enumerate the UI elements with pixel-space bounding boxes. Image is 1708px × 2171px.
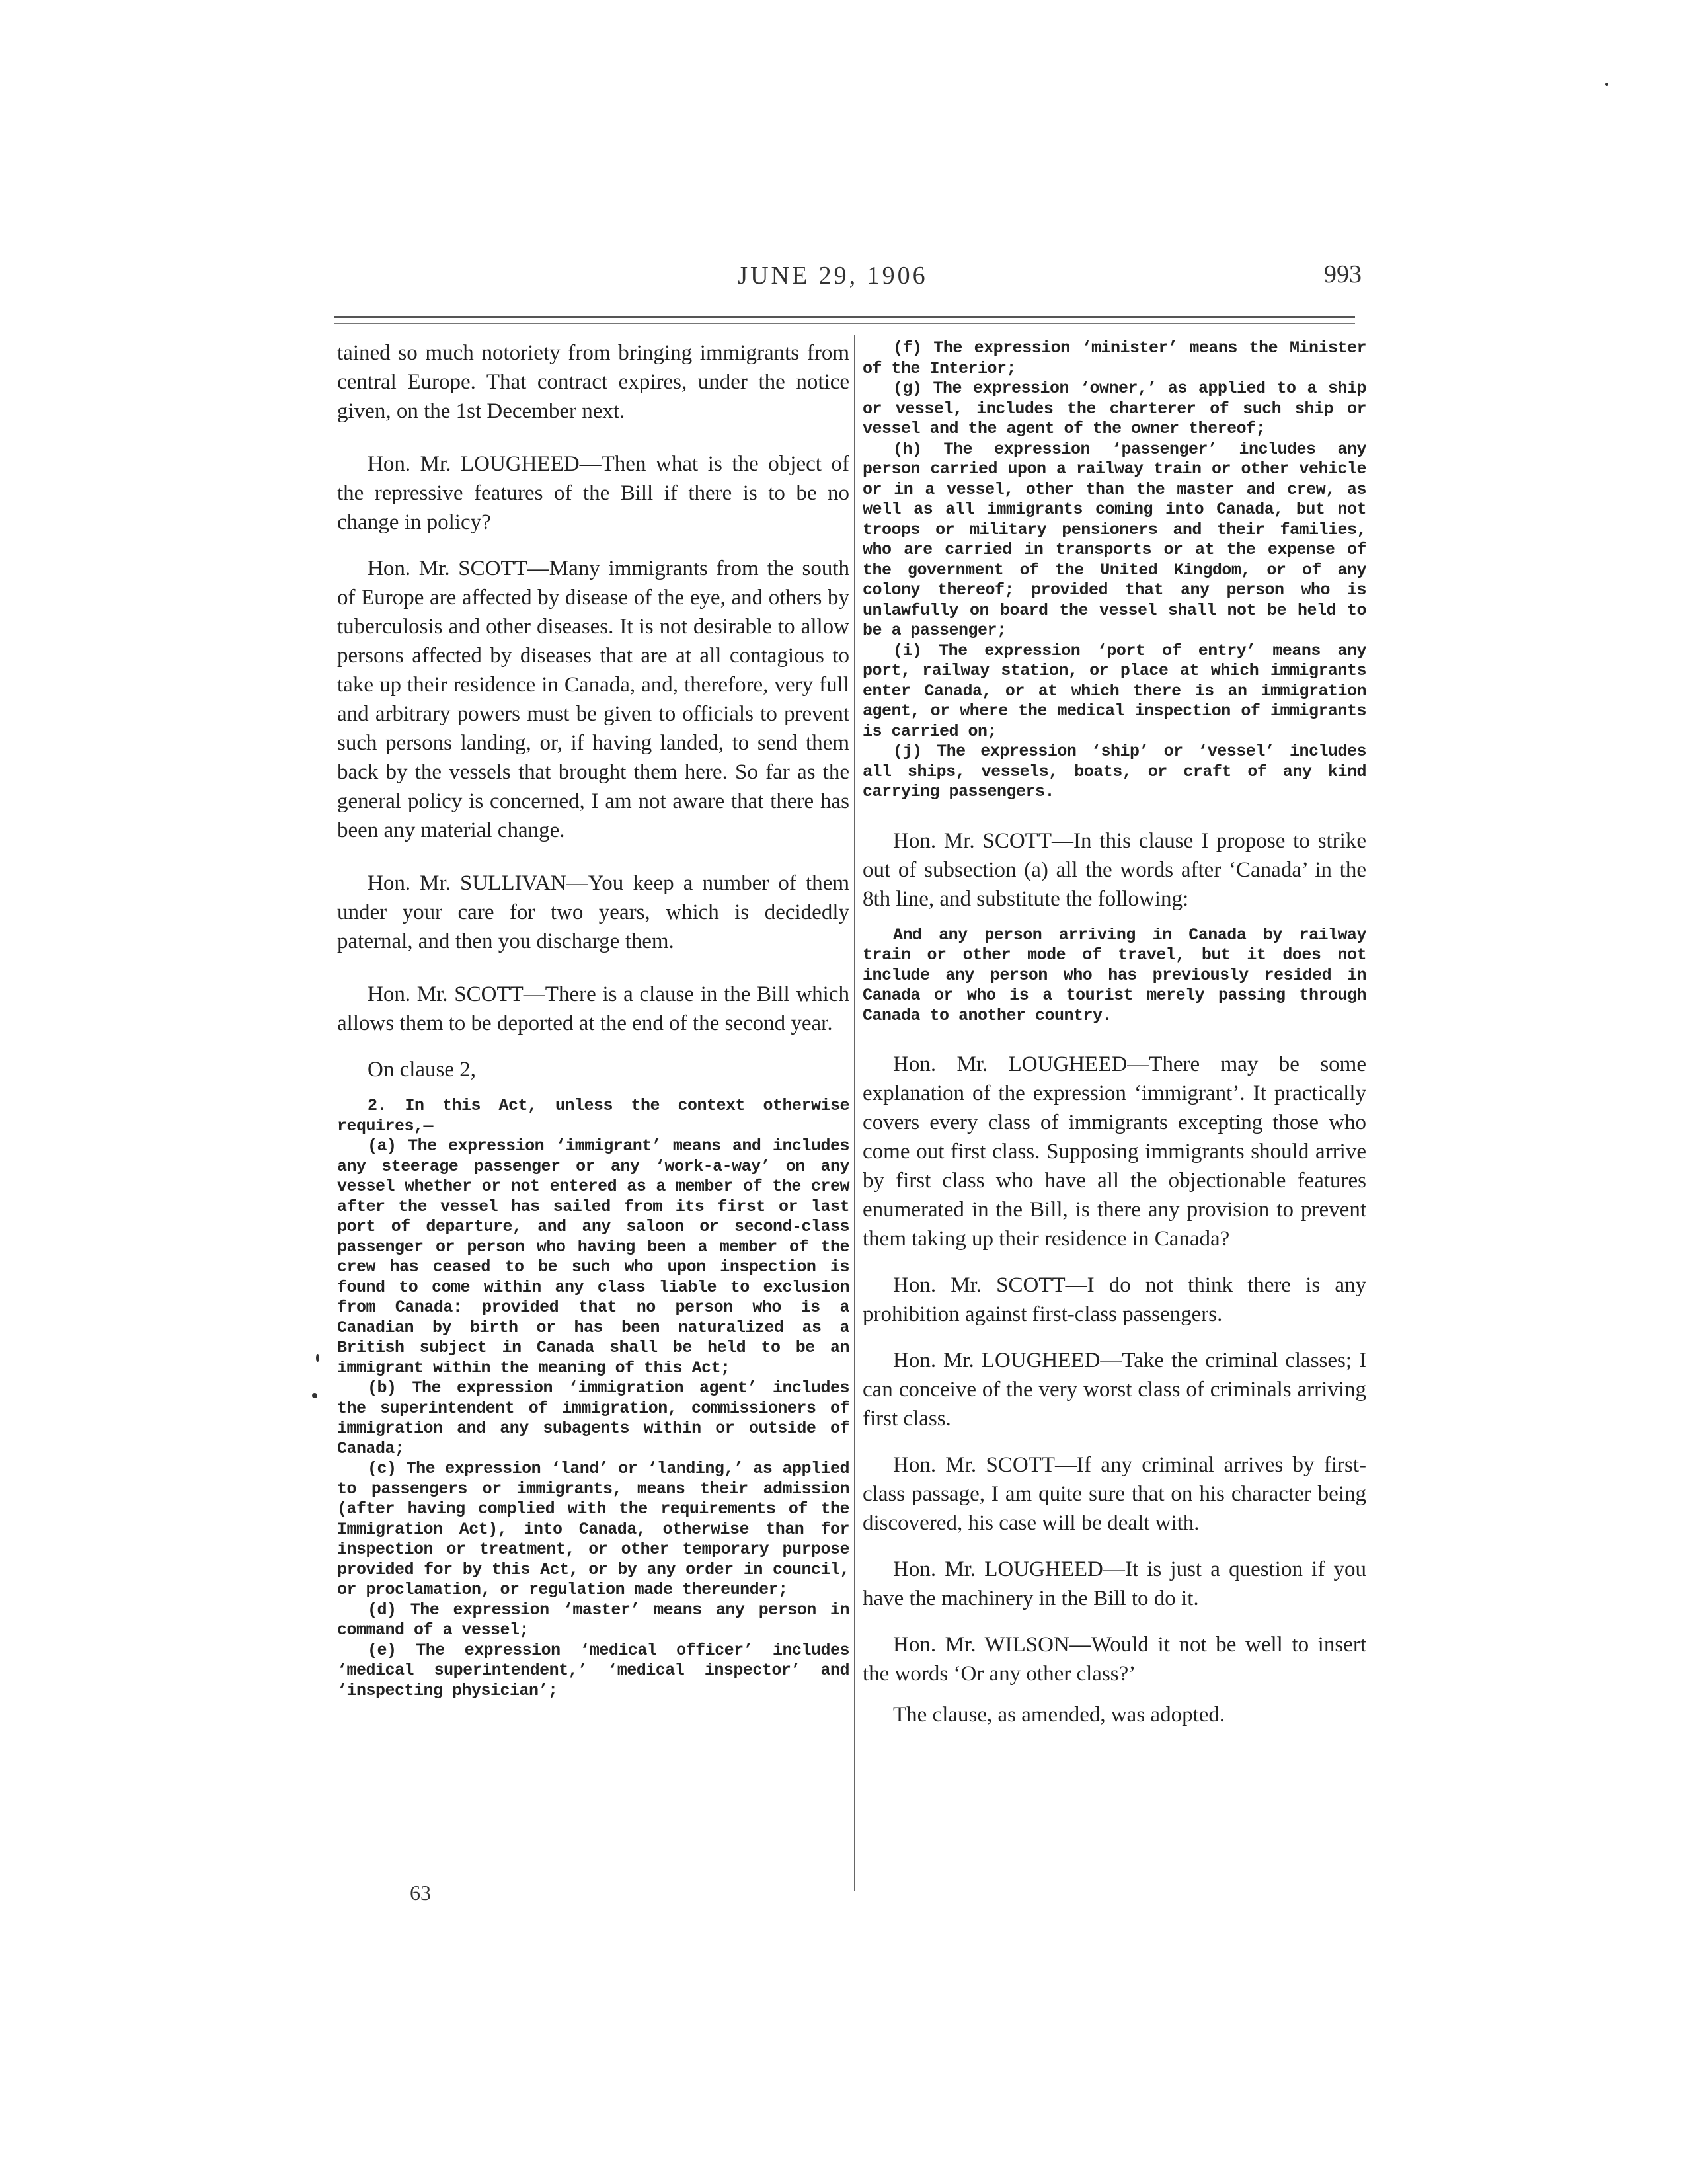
scan-speck — [312, 1393, 317, 1398]
header-rule — [334, 316, 1355, 318]
speech-scott: Hon. Mr. SCOTT—In this clause I propose to strike out of subsection (a) all the words after ‘Canada’ in the 8th line, and substitute the following: — [863, 828, 1366, 911]
page-number: 993 — [1324, 260, 1362, 288]
left-column — [337, 338, 849, 1701]
speech-scott: Hon. Mr. SCOTT—There is a clause in the Bill which allows them to be deported at the end of the second year. — [337, 982, 849, 1035]
speech-wilson: Hon. Mr. WILSON—Would it not be well to insert the words ‘Or any other class?’ — [863, 1633, 1366, 1686]
amendment-quote: And any person arriving in Canada by railway train or other mode of travel, but it does not include any person who has previously resided in Canada or who is a tourist merely passing through Canada to another country. — [863, 925, 1366, 1025]
clause-subsection-d: (d) The expression ‘master’ means any person in command of a vessel; — [337, 1600, 849, 1639]
speech-scott: Hon. Mr. SCOTT—If any criminal arrives by first-class passage, I am quite sure that on his character being discovered, his case will be dealt with. — [863, 1453, 1366, 1535]
clause-subsection-a: (a) The expression ‘immigrant’ means and includes any steerage passenger or any ‘work-a-way’ on any vessel whether or not entered as a member of the crew after the vessel has sailed from its first or last port of departure, and any saloon or second-class passenger or person who having been a member of the crew has ceased to be such who upon inspection is found to come within any class liable to exclusion from Canada: provided that no person who is a Canadian by birth or has been naturalized as a British subject in Canada shall be held to be an immigrant within the meaning of this Act; — [337, 1136, 849, 1378]
column-divider — [854, 335, 855, 1891]
speech-sullivan: Hon. Mr. SULLIVAN—You keep a number of them under your care for two years, which is decidedly paternal, and then you discharge them. — [337, 871, 849, 953]
speech-scott: Hon. Mr. SCOTT—Many immigrants from the south of Europe are affected by disease of the eye, and others by tuberculosis and other diseases. It is not desirable to allow persons affected by diseases that are at all contagious to take up their residence in Canada, and, therefore, very full and arbitrary powers must be given to officials to prevent such persons landing, or, if having landed, to send them back by the vessels that brought them here. So far as the general policy is concerned, I am not aware that there has been any material change. — [337, 557, 849, 842]
clause-subsection-c: (c) The expression ‘land’ or ‘landing,’ as applied to passengers or immigrants, means their admission (after having complied with the requirements of the Immigration Act), into Canada, otherwise than for inspection or treatment, or other temporary purpose provided for by this Act, or by any order in council, or proclamation, or regulation made thereunder; — [337, 1459, 849, 1599]
right-column — [863, 338, 1366, 1729]
running-header-date: JUNE 29, 1906 — [738, 262, 928, 290]
signature-mark: 63 — [410, 1881, 431, 1905]
clause-subsection-i: (i) The expression ‘port of entry’ means any port, railway station, or place at which immigrants enter Canada, or at which there is an immigration agent, or where the medical inspection of immigrants is carried on; — [863, 641, 1366, 741]
clause-heading: On clause 2, — [368, 1058, 477, 1082]
clause-subsection-e: (e) The expression ‘medical officer’ includes ‘medical superintendent,’ ‘medical inspector’ and ‘inspecting physician’; — [337, 1640, 849, 1700]
speech-lougheed: Hon. Mr. LOUGHEED—There may be some explanation of the expression ‘immigrant’. It practically covers every class of immigrants excepting those who come out first class. Supposing immigrants should arrive by first class who have all the objectionable features enumerated in the Bill, is there any provision to prevent them taking up their residence in Canada? — [863, 1052, 1366, 1251]
speech-lougheed: Hon. Mr. LOUGHEED—It is just a question if you have the machinery in the Bill to do it. — [863, 1558, 1366, 1610]
clause-subsection-j: (j) The expression ‘ship’ or ‘vessel’ includes all ships, vessels, boats, or craft of any kind carrying passengers. — [863, 742, 1366, 801]
clause-subsection-f: (f) The expression ‘minister’ means the Minister of the Interior; — [863, 338, 1366, 378]
speech-scott: Hon. Mr. SCOTT—I do not think there is any prohibition against first-class passengers. — [863, 1273, 1366, 1326]
clause-subsection-b: (b) The expression ‘immigration agent’ includes the superintendent of immigration, commissioners of immigration and any subagents within or outside of Canada; — [337, 1378, 849, 1458]
clause-subsection-h: (h) The expression ‘passenger’ includes any person carried upon a railway train or other vehicle or in a vessel, other than the master and crew, as well as all immigrants coming into Canada, but not troops or military pensioners and their families, who are carried in transports or at the expense of the government of the United Kingdom, or of any colony thereof; provided that any person who is unlawfully on board the vessel shall not be held to be a passenger; — [863, 439, 1366, 640]
paragraph: tained so much notoriety from bringing immigrants from central Europe. That contract expires, under the notice given, on the 1st December next. — [337, 341, 849, 423]
clause-adopted: The clause, as amended, was adopted. — [893, 1703, 1225, 1727]
clause-text: 2. In this Act, unless the context otherwise requires,— — [337, 1096, 849, 1136]
header-rule-double — [334, 323, 1355, 324]
scan-speck — [316, 1354, 319, 1362]
speech-lougheed: Hon. Mr. LOUGHEED—Then what is the object of the repressive features of the Bill if there is to be no change in policy? — [337, 452, 849, 534]
speech-lougheed: Hon. Mr. LOUGHEED—Take the criminal classes; I can conceive of the very worst class of criminals arriving first class. — [863, 1349, 1366, 1431]
clause-subsection-g: (g) The expression ‘owner,’ as applied to a ship or vessel, includes the charterer of such ship or vessel and the agent of the owner thereof; — [863, 379, 1366, 438]
scan-speck — [1605, 83, 1608, 86]
